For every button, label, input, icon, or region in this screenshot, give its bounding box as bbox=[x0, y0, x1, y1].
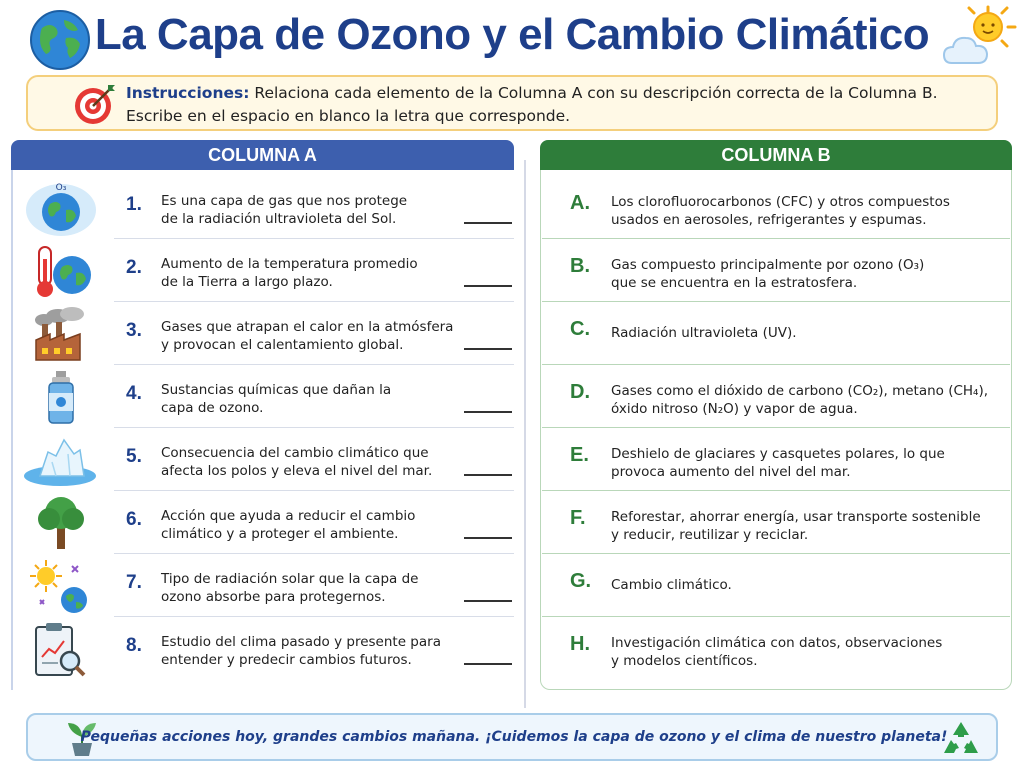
item-description: Investigación climática con datos, observaciones y modelos científicos. bbox=[611, 635, 943, 669]
item-letter: E. bbox=[570, 444, 589, 466]
column-b-item-c bbox=[542, 302, 1010, 365]
item-description: Cambio climático. bbox=[611, 577, 732, 593]
footer-message: Pequeñas acciones hoy, grandes cambios mañana. ¡Cuidemos la capa de ozono y el clima de nuestro planeta! bbox=[80, 729, 948, 745]
instructions-text bbox=[126, 82, 986, 128]
item-number: 5. bbox=[126, 446, 142, 467]
page-title: La Capa de Ozono y el Cambio Climático bbox=[94, 10, 930, 59]
sun-cloud-icon bbox=[942, 5, 1018, 69]
answer-blank[interactable] bbox=[464, 537, 512, 539]
target-icon bbox=[72, 81, 118, 127]
item-description: Tipo de radiación solar que la capa de ozono absorbe para protegernos. bbox=[161, 571, 419, 605]
thermometer-globe-icon bbox=[22, 243, 100, 299]
item-description: Reforestar, ahorrar energía, usar transporte sostenible y reducir, reutilizar y reciclar. bbox=[611, 509, 981, 543]
column-a-item-4 bbox=[22, 365, 514, 428]
column-b-item-e bbox=[542, 428, 1010, 491]
svg-text:O₃: O₃ bbox=[55, 183, 67, 193]
item-letter: F. bbox=[570, 507, 586, 529]
item-number: 7. bbox=[126, 572, 142, 593]
column-b-item-b bbox=[542, 239, 1010, 302]
column-a-item-5 bbox=[22, 428, 514, 491]
item-number: 8. bbox=[126, 635, 142, 656]
aerosol-can-icon bbox=[22, 369, 100, 425]
recycle-icon bbox=[940, 719, 982, 759]
column-a-item-1 bbox=[22, 176, 514, 239]
item-letter: C. bbox=[570, 318, 590, 340]
clipboard-magnifier-icon bbox=[22, 621, 100, 677]
item-description: Es una capa de gas que nos protege de la radiación ultravioleta del Sol. bbox=[161, 193, 408, 227]
footer-banner bbox=[26, 713, 998, 761]
column-b-item-a bbox=[542, 176, 1010, 239]
item-number: 1. bbox=[126, 194, 142, 215]
tree-icon bbox=[22, 495, 100, 551]
item-number: 6. bbox=[126, 509, 142, 530]
instructions-line-1: Relaciona cada elemento de la Columna A con su descripción correcta de la Columna B. bbox=[249, 84, 938, 102]
answer-blank[interactable] bbox=[464, 663, 512, 665]
answer-blank[interactable] bbox=[464, 285, 512, 287]
factory-icon bbox=[22, 306, 100, 362]
answer-blank[interactable] bbox=[464, 411, 512, 413]
sun-radiation-globe-icon bbox=[22, 558, 100, 614]
column-b-item-h bbox=[542, 617, 1010, 680]
item-letter: G. bbox=[570, 570, 592, 592]
item-description: Radiación ultravioleta (UV). bbox=[611, 325, 797, 341]
item-description: Deshielo de glaciares y casquetes polares, lo que provoca aumento del nivel del mar. bbox=[611, 446, 945, 480]
item-number: 2. bbox=[126, 257, 142, 278]
answer-blank[interactable] bbox=[464, 348, 512, 350]
instructions-line-2: Escribe en el espacio en blanco la letra que corresponde. bbox=[126, 107, 571, 125]
melting-iceberg-icon bbox=[22, 432, 100, 488]
item-description: Aumento de la temperatura promedio de la Tierra a largo plazo. bbox=[161, 256, 418, 290]
answer-blank[interactable] bbox=[464, 474, 512, 476]
item-letter: D. bbox=[570, 381, 590, 403]
column-a-item-3 bbox=[22, 302, 514, 365]
item-description: Estudio del clima pasado y presente para entender y predecir cambios futuros. bbox=[161, 634, 441, 668]
item-number: 4. bbox=[126, 383, 142, 404]
answer-blank[interactable] bbox=[464, 600, 512, 602]
column-b-item-g bbox=[542, 554, 1010, 617]
center-divider bbox=[524, 160, 526, 708]
item-description: Consecuencia del cambio climático que afecta los polos y eleva el nivel del mar. bbox=[161, 445, 433, 479]
ozone-globe-icon bbox=[22, 180, 100, 236]
item-description: Gas compuesto principalmente por ozono (O₃) que se encuentra en la estratosfera. bbox=[611, 257, 925, 291]
column-a-item-2 bbox=[22, 239, 514, 302]
instructions-box bbox=[26, 75, 998, 131]
column-b-item-f bbox=[542, 491, 1010, 554]
item-description: Sustancias químicas que dañan la capa de ozono. bbox=[161, 382, 392, 416]
column-b-header: COLUMNA B bbox=[540, 140, 1012, 170]
column-a-border bbox=[11, 170, 13, 690]
item-description: Gases que atrapan el calor en la atmósfera y provocan el calentamiento global. bbox=[161, 319, 454, 353]
column-a-header: COLUMNA A bbox=[11, 140, 514, 170]
item-letter: H. bbox=[570, 633, 590, 655]
column-a-item-6 bbox=[22, 491, 514, 554]
item-description: Los clorofluorocarbonos (CFC) y otros compuestos usados en aerosoles, refrigerantes y espumas. bbox=[611, 194, 950, 228]
item-letter: B. bbox=[570, 255, 590, 277]
item-letter: A. bbox=[570, 192, 590, 214]
answer-blank[interactable] bbox=[464, 222, 512, 224]
item-description: Acción que ayuda a reducir el cambio climático y a proteger el ambiente. bbox=[161, 508, 416, 542]
column-a-item-7 bbox=[22, 554, 514, 617]
item-description: Gases como el dióxido de carbono (CO₂), metano (CH₄), óxido nitroso (N₂O) y vapor de agua. bbox=[611, 383, 989, 417]
item-number: 3. bbox=[126, 320, 142, 341]
column-a-item-8 bbox=[22, 617, 514, 680]
column-b-item-d bbox=[542, 365, 1010, 428]
instructions-label: Instrucciones: bbox=[126, 84, 250, 102]
